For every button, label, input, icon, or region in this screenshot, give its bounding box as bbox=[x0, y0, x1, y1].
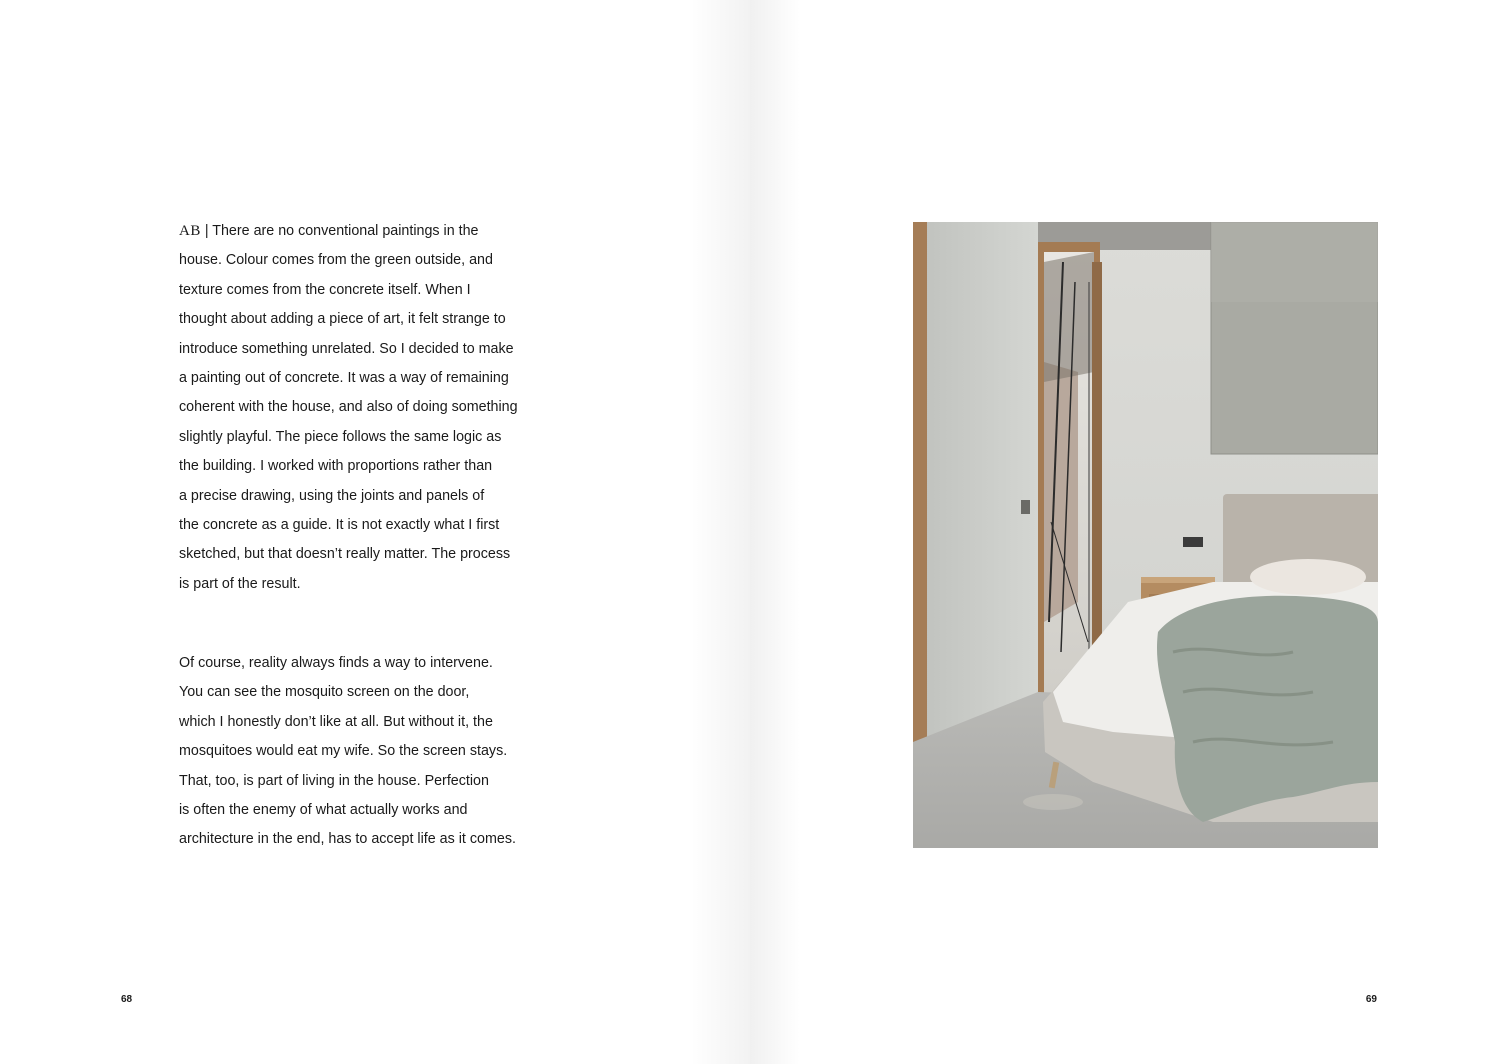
paragraph-2-line: architecture in the end, has to accept life as it comes. bbox=[179, 831, 516, 848]
paragraph-1-line: a painting out of concrete. It was a way of remaining bbox=[179, 370, 509, 387]
paragraph-1-line: thought about adding a piece of art, it felt strange to bbox=[179, 311, 506, 328]
paragraph-1-line: a precise drawing, using the joints and panels of bbox=[179, 487, 485, 504]
paragraph-1-line: introduce something unrelated. So I decided to make bbox=[179, 340, 514, 357]
paragraph-1-line: texture comes from the concrete itself. When I bbox=[179, 281, 471, 298]
paragraph-1-line-1: AB | There are no conventional paintings in the bbox=[179, 223, 479, 239]
paragraph-1-line: slightly playful. The piece follows the same logic as bbox=[179, 428, 502, 445]
gutter-shadow bbox=[750, 0, 800, 1064]
bedroom-photo bbox=[913, 222, 1378, 848]
paragraph-2-line: is often the enemy of what actually works and bbox=[179, 802, 468, 819]
paragraph-2-line: which I honestly don’t like at all. But without it, the bbox=[179, 713, 493, 730]
paragraph-1-line: is part of the result. bbox=[179, 575, 301, 592]
paragraph-2-line: Of course, reality always finds a way to intervene. bbox=[179, 655, 493, 671]
bedroom-photo-illustration bbox=[913, 222, 1378, 848]
paragraph-2 bbox=[179, 649, 551, 855]
page-number-right: 69 bbox=[1365, 994, 1377, 1005]
paragraph-1-line: the concrete as a guide. It is not exactly what I first bbox=[179, 517, 500, 534]
paragraph-2-line: mosquitoes would eat my wife. So the screen stays. bbox=[179, 743, 508, 760]
page-number-left: 68 bbox=[121, 994, 133, 1005]
paragraph-1-line: sketched, but that doesn’t really matter. The process bbox=[179, 546, 511, 563]
paragraph-2-line: That, too, is part of living in the house. Perfection bbox=[179, 772, 489, 789]
speaker-initials: AB bbox=[179, 223, 201, 239]
paragraph-2-line: You can see the mosquito screen on the door, bbox=[179, 684, 470, 701]
paragraph-1-line: coherent with the house, and also of doing something bbox=[179, 399, 518, 416]
gutter-shadow bbox=[690, 0, 750, 1064]
right-page bbox=[750, 0, 1500, 1064]
speaker-separator: | bbox=[200, 223, 213, 239]
paragraph-1-line: the building. I worked with proportions rather than bbox=[179, 458, 493, 475]
paragraph-1 bbox=[179, 217, 551, 599]
paragraph-1-line: house. Colour comes from the green outside, and bbox=[179, 252, 493, 269]
